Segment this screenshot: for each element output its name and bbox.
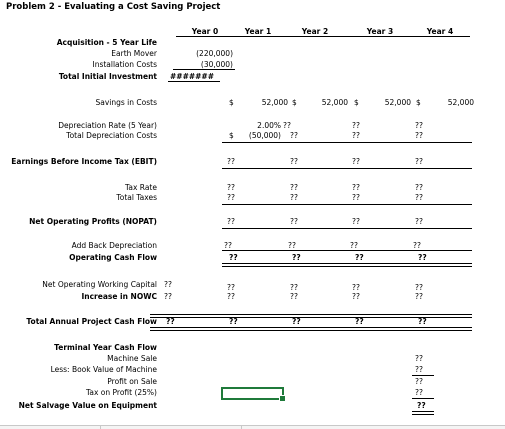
header-year-1: Year 1 (244, 27, 272, 36)
total-cf-bottom-rule (150, 327, 472, 331)
add-back-year-1[interactable]: ?? (224, 241, 232, 250)
add-back-year-3[interactable]: ?? (350, 241, 358, 250)
tax-on-profit-underline (412, 398, 434, 399)
bottom-bar (0, 425, 505, 429)
selected-cell[interactable] (221, 387, 284, 400)
tax-rate-year-1[interactable]: ?? (227, 183, 235, 192)
add-back-underline (222, 250, 472, 251)
ebit-year-4[interactable]: ?? (415, 157, 423, 166)
tax-on-profit-label: Tax on Profit (25%) (86, 388, 157, 397)
taxes-underline (222, 204, 472, 205)
ocf-year-3[interactable]: ?? (355, 253, 364, 262)
depreciation-rate-label: Depreciation Rate (5 Year) (58, 121, 157, 130)
salvage-value[interactable]: ?? (417, 401, 426, 410)
total-depreciation-year-1[interactable]: (50,000) (248, 131, 281, 140)
savings-year-3[interactable]: 52,000 (384, 98, 411, 107)
earth-mover-label: Earth Mover (111, 49, 157, 58)
ebit-underline (222, 168, 472, 169)
total-investment-label: Total Initial Investment (58, 72, 157, 81)
ocf-year-1[interactable]: ?? (229, 253, 238, 262)
book-value-label: Less: Book Value of Machine (50, 365, 157, 374)
header-year-4: Year 4 (426, 27, 454, 36)
savings-year-1[interactable]: 52,000 (261, 98, 288, 107)
total-depreciation-year-4[interactable]: ?? (415, 131, 423, 140)
increase-nowc-year-0[interactable]: ?? (164, 292, 172, 301)
increase-nowc-label: Increase in NOWC (81, 292, 157, 301)
nowc-year-0[interactable]: ?? (164, 280, 172, 289)
savings-year-2[interactable]: 52,000 (321, 98, 348, 107)
total-cf-year-1[interactable]: ?? (229, 317, 238, 326)
total-cf-year-0[interactable]: ?? (166, 317, 175, 326)
total-depreciation-label: Total Depreciation Costs (66, 131, 157, 140)
nowc-year-2[interactable]: ?? (290, 283, 298, 292)
total-cf-label: Total Annual Project Cash Flow (26, 317, 157, 326)
total-taxes-year-1[interactable]: ?? (227, 193, 235, 202)
acquisition-label: Acquisition - 5 Year Life (56, 38, 157, 47)
savings-label: Savings in Costs (95, 98, 157, 107)
tax-rate-year-2[interactable]: ?? (290, 183, 298, 192)
nowc-label: Net Operating Working Capital (42, 280, 157, 289)
increase-nowc-year-2[interactable]: ?? (290, 292, 298, 301)
profit-on-sale-value[interactable]: ?? (415, 377, 423, 386)
ocf-label: Operating Cash Flow (69, 253, 157, 262)
depreciation-rate-year-4[interactable]: ?? (415, 121, 423, 130)
nopat-year-1[interactable]: ?? (227, 217, 235, 226)
tax-rate-year-4[interactable]: ?? (415, 183, 423, 192)
salvage-double-underline (412, 411, 434, 415)
total-depreciation-year-2[interactable]: ?? (290, 131, 298, 140)
sheet-title: Problem 2 - Evaluating a Cost Saving Project (6, 2, 221, 12)
machine-sale-label: Machine Sale (107, 354, 157, 363)
tax-rate-year-3[interactable]: ?? (352, 183, 360, 192)
nopat-underline (222, 228, 472, 229)
ebit-label: Earnings Before Income Tax (EBIT) (11, 157, 157, 166)
book-value-underline (412, 375, 434, 376)
installation-value[interactable]: (30,000) (200, 60, 233, 69)
savings-dollar-1: $ (229, 98, 234, 107)
total-investment-underline (168, 81, 220, 82)
header-year-3: Year 3 (366, 27, 394, 36)
nopat-label: Net Operating Profits (NOPAT) (29, 217, 157, 226)
savings-year-4[interactable]: 52,000 (447, 98, 474, 107)
total-cf-year-3[interactable]: ?? (355, 317, 364, 326)
nowc-year-1[interactable]: ?? (227, 283, 235, 292)
total-taxes-year-4[interactable]: ?? (415, 193, 423, 202)
nopat-year-4[interactable]: ?? (415, 217, 423, 226)
total-investment-value[interactable]: ####### (170, 72, 214, 81)
total-taxes-year-3[interactable]: ?? (352, 193, 360, 202)
earth-mover-value[interactable]: (220,000) (196, 49, 233, 58)
total-depreciation-dollar: $ (229, 131, 234, 140)
machine-sale-value[interactable]: ?? (415, 354, 423, 363)
ebit-year-2[interactable]: ?? (290, 157, 298, 166)
increase-nowc-year-3[interactable]: ?? (352, 292, 360, 301)
depreciation-rate-extra[interactable]: ?? (283, 121, 291, 130)
depreciation-underline (222, 142, 472, 143)
depreciation-rate-year-1[interactable]: 2.00% (257, 121, 281, 130)
installation-underline (173, 69, 235, 70)
header-year-2: Year 2 (301, 27, 329, 36)
ebit-year-3[interactable]: ?? (352, 157, 360, 166)
nopat-year-3[interactable]: ?? (352, 217, 360, 226)
tax-on-profit-value[interactable]: ?? (415, 388, 423, 397)
header-year-0: Year 0 (191, 27, 219, 36)
tax-rate-label: Tax Rate (125, 183, 157, 192)
increase-nowc-year-1[interactable]: ?? (227, 292, 235, 301)
header-underline (176, 36, 470, 37)
add-back-year-4[interactable]: ?? (413, 241, 421, 250)
savings-dollar-2: $ (292, 98, 297, 107)
savings-dollar-4: $ (416, 98, 421, 107)
fill-handle[interactable] (279, 395, 286, 402)
add-back-label: Add Back Depreciation (71, 241, 157, 250)
ocf-year-4[interactable]: ?? (418, 253, 427, 262)
savings-dollar-3: $ (354, 98, 359, 107)
total-cf-year-2[interactable]: ?? (292, 317, 301, 326)
installation-label: Installation Costs (92, 60, 157, 69)
total-taxes-label: Total Taxes (116, 193, 157, 202)
ocf-double-underline (222, 263, 472, 267)
total-taxes-year-2[interactable]: ?? (290, 193, 298, 202)
salvage-label: Net Salvage Value on Equipment (18, 401, 157, 410)
profit-on-sale-label: Profit on Sale (107, 377, 157, 386)
nowc-year-4[interactable]: ?? (415, 283, 423, 292)
nowc-year-3[interactable]: ?? (352, 283, 360, 292)
total-depreciation-year-3[interactable]: ?? (352, 131, 360, 140)
depreciation-rate-year-3[interactable]: ?? (352, 121, 360, 130)
terminal-label: Terminal Year Cash Flow (54, 343, 157, 352)
ebit-year-1[interactable]: ?? (227, 157, 235, 166)
total-cf-year-4[interactable]: ?? (418, 317, 427, 326)
ocf-year-2[interactable]: ?? (292, 253, 301, 262)
book-value-value[interactable]: ?? (415, 365, 423, 374)
add-back-year-2[interactable]: ?? (288, 241, 296, 250)
increase-nowc-year-4[interactable]: ?? (415, 292, 423, 301)
nopat-year-2[interactable]: ?? (290, 217, 298, 226)
